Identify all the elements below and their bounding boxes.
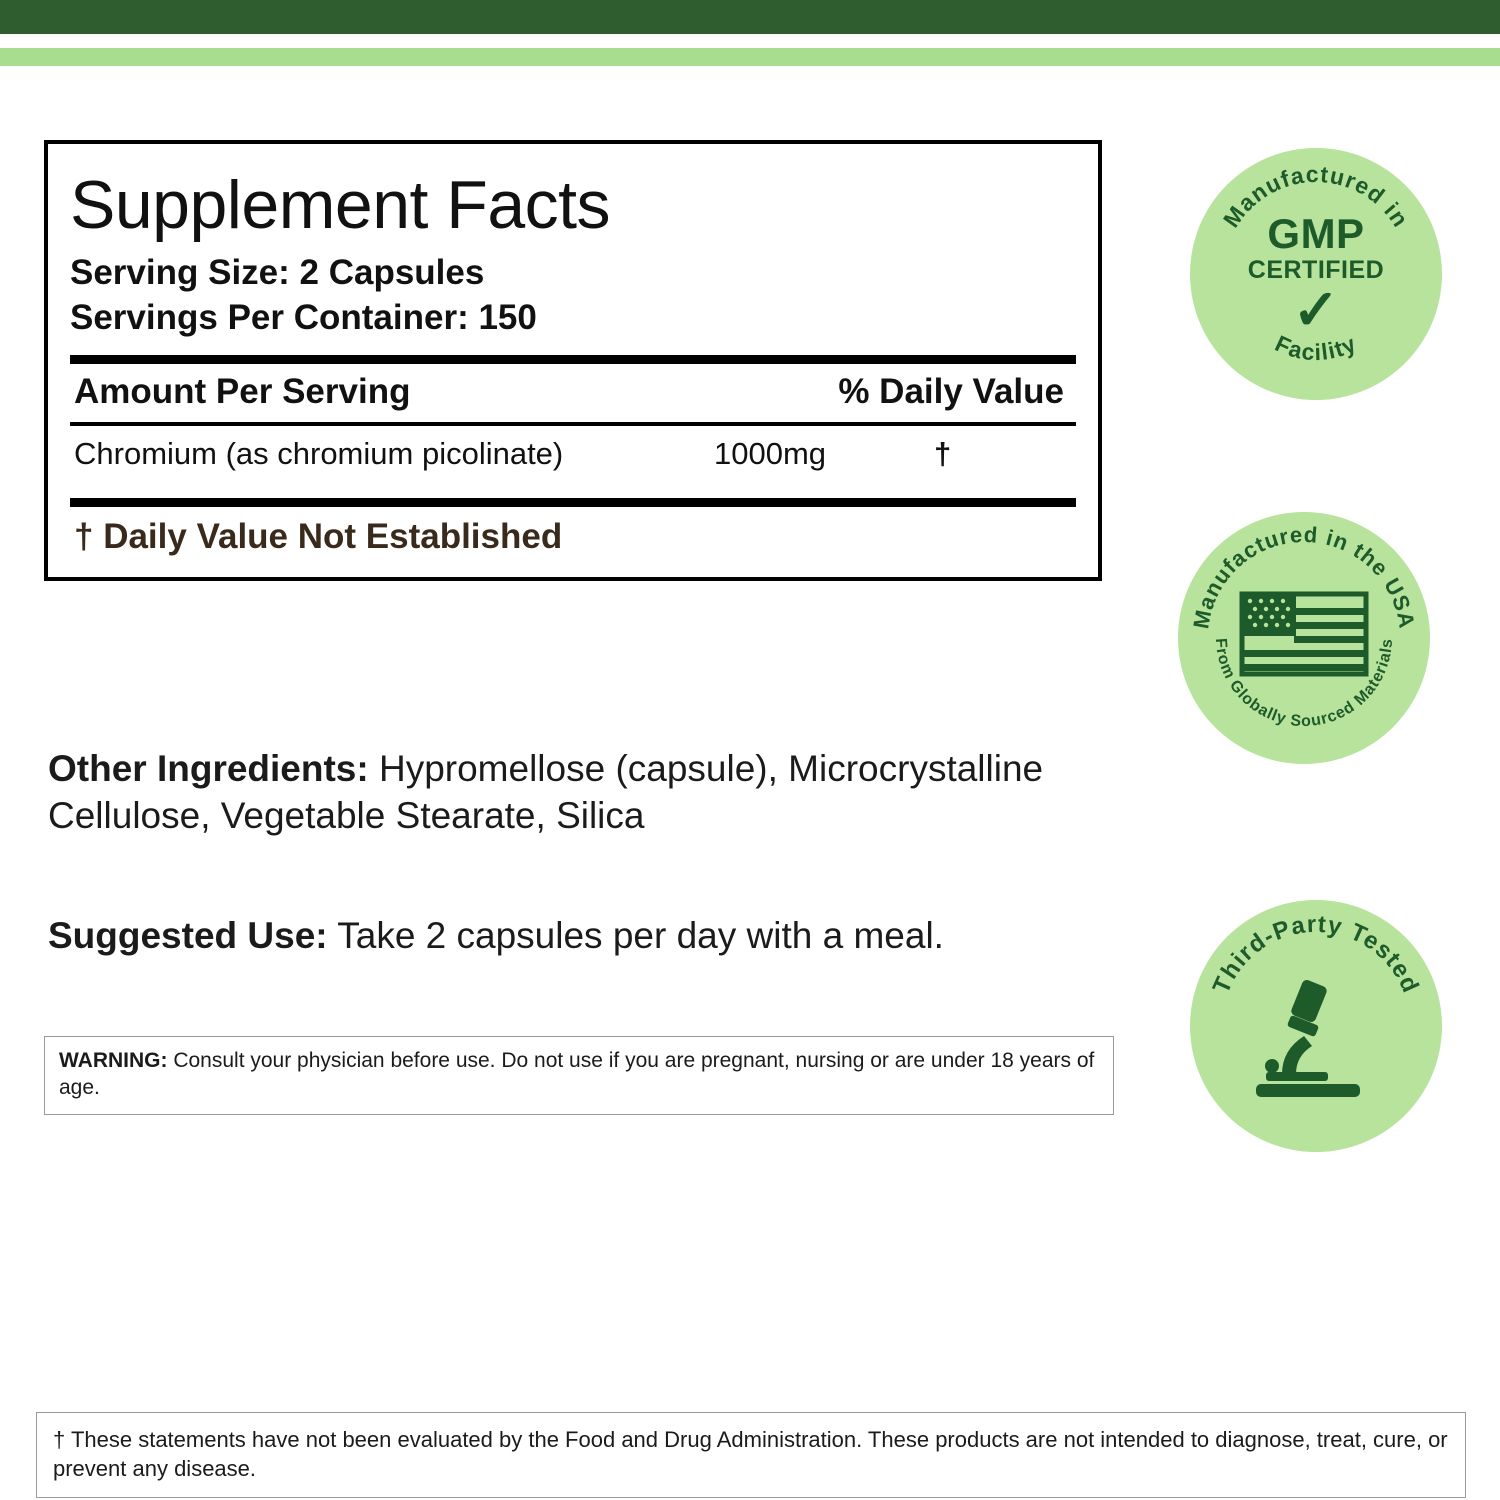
svg-text:From Globally Sourced Material: From Globally Sourced Materials (1211, 637, 1397, 731)
top-light-band (0, 48, 1500, 66)
suggested-use (48, 912, 1108, 959)
badge-made-in-usa (1178, 512, 1430, 764)
usa-flag-icon (1178, 590, 1430, 710)
warning-box (44, 1036, 1114, 1115)
svg-text:Third-Party Tested: Third-Party Tested (1207, 910, 1425, 998)
badge-gmp-certified (1190, 148, 1442, 400)
top-dark-band (0, 0, 1500, 34)
servings-per-container-line: Servings Per Container: 150 (70, 298, 537, 338)
rule-thick-top (70, 355, 1076, 364)
other-ingredients (48, 745, 1108, 840)
svg-text:Manufactured in: Manufactured in (1217, 160, 1415, 233)
fda-disclaimer-text: † These statements have not been evaluated by the Food and Drug Administration. These products are not intended to diagnose, treat, cure, or prevent any disease. (53, 1427, 1448, 1482)
fda-disclaimer-box (36, 1412, 1466, 1498)
rule-thick-bottom (70, 498, 1076, 507)
svg-text:Facility: Facility (1271, 329, 1361, 366)
suggested-use-label: Suggested Use: (48, 915, 328, 956)
nutrient-amount: 1000mg (714, 435, 827, 471)
checkmark-icon: ✓ (1292, 278, 1340, 341)
supplement-facts-panel (44, 140, 1102, 581)
daily-value-note: † Daily Value Not Established (74, 516, 563, 556)
gmp-sub-label: CERTIFIED (1247, 256, 1385, 284)
table-row (70, 426, 1076, 484)
other-ingredients-text: Hypromellose (capsule), Microcrystalline Cellulose, Vegetable Stearate, Silica (48, 748, 1044, 837)
other-ingredients-label: Other Ingredients: (48, 748, 369, 789)
gmp-main-label: GMP (1267, 210, 1365, 257)
badge-third-party-tested (1190, 900, 1442, 1152)
nutrient-daily-value: † (934, 435, 952, 471)
microscope-icon (1190, 978, 1442, 1118)
warning-text: Consult your physician before use. Do not use if you are pregnant, nursing or are under 18 years of age. (59, 1049, 1095, 1100)
daily-value-header: % Daily Value (838, 371, 1064, 411)
warning-label: WARNING: (59, 1049, 168, 1072)
svg-text:Manufactured in the USA: Manufactured in the USA (1188, 521, 1420, 631)
amount-per-serving-header: Amount Per Serving (74, 371, 411, 411)
nutrient-name: Chromium (as chromium picolinate) (74, 435, 564, 471)
suggested-use-text: Take 2 capsules per day with a meal. (327, 915, 944, 956)
facts-column-headers (70, 364, 1076, 422)
serving-size-line: Serving Size: 2 Capsules (70, 253, 485, 293)
supplement-facts-title: Supplement Facts (70, 167, 611, 243)
